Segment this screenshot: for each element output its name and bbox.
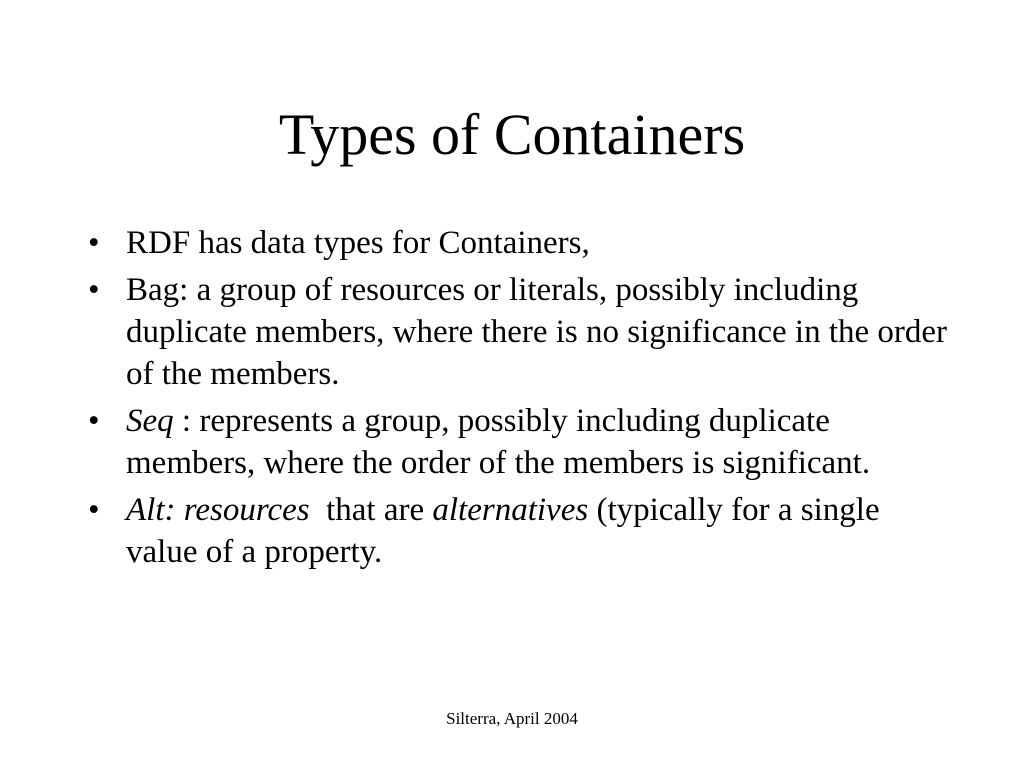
bullet-marker: • (88, 225, 100, 261)
bullet-item-alt (84, 489, 954, 573)
bullet-item-bag (84, 269, 954, 395)
bullet-item-seq (84, 400, 954, 484)
slide-title: Types of Containers (278, 102, 746, 167)
bullet-marker: • (88, 272, 100, 308)
slide-footer: Silterra, April 2004 (446, 709, 578, 728)
bullet-text: : represents a group, possibly including duplicate members, where the order of the members is significant. (126, 403, 871, 481)
seq-term: Seq (126, 403, 174, 439)
alternatives-term: alternatives (432, 492, 589, 528)
bullet-marker: • (88, 492, 100, 528)
bullet-text: Bag: a group of resources or literals, possibly including duplicate members, where there is no significance in the order of the members. (126, 272, 948, 392)
bullet-text: (typically for a single value of a property. (126, 492, 880, 570)
bullet-item-rdf (84, 222, 954, 264)
bullet-text: that are (309, 492, 433, 528)
bullet-marker: • (88, 403, 100, 439)
bullet-text: RDF has data types for Containers, (126, 225, 590, 261)
alt-term: Alt: resources (126, 492, 310, 528)
bullet-list (84, 222, 954, 578)
